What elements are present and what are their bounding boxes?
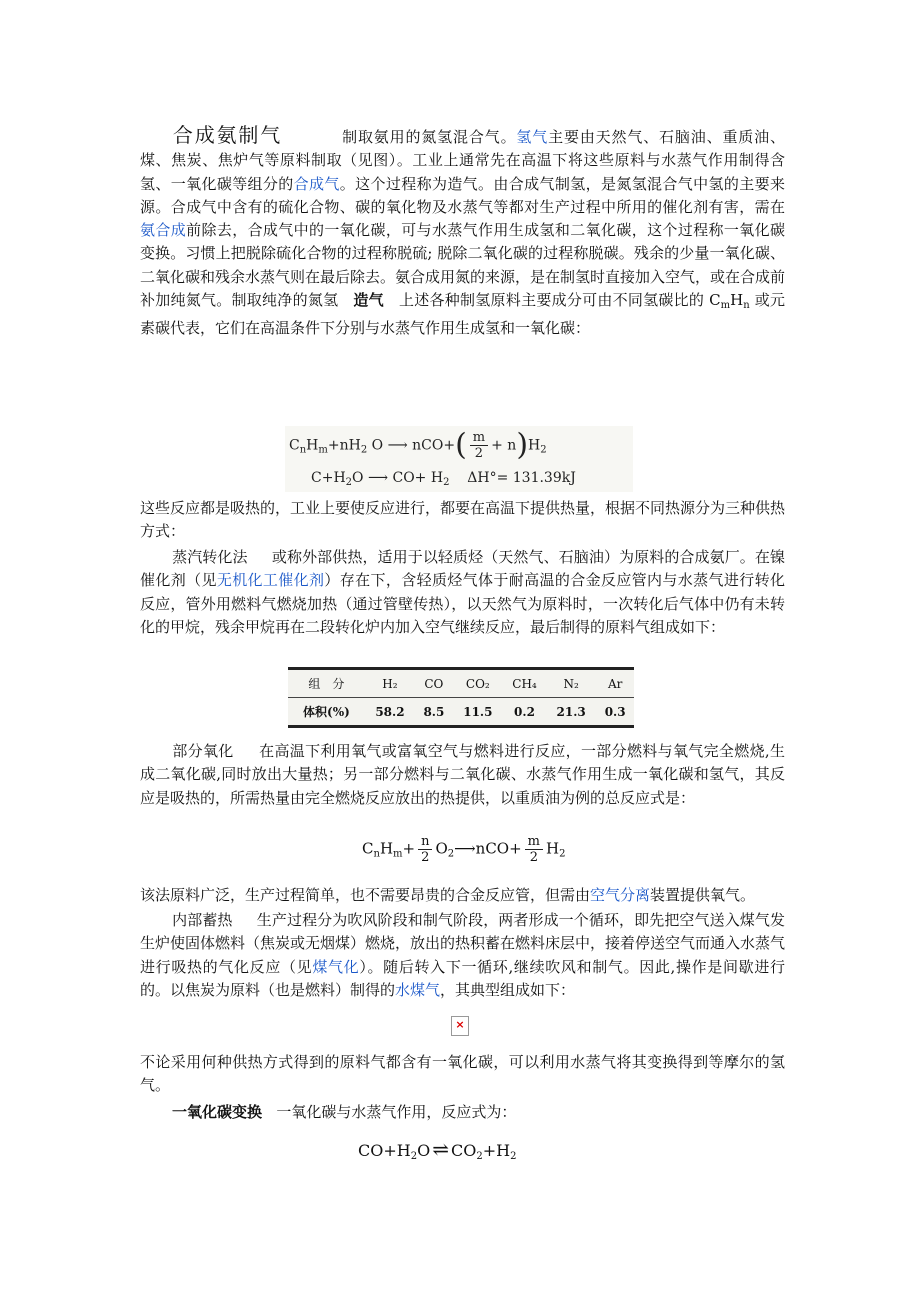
broken-image-icon: × xyxy=(451,1016,469,1036)
intro-text-4: 前除去，合成气中的一氧化碳，可与水蒸气作用生成氢和二氧化碳，这个过程称一氧化碳变换。习惯上把脱除硫化合物的过程称脱硫; 脱除二氧化碳的过程称脱碳。残余的少量一氧化碳、二氧化碳和残余水蒸气则在最后除去。氨合成用氮的来源，是在制氢时直接加入空气，或在合成前补加纯氮气。制取纯净的氮氢 xyxy=(140,221,786,310)
intro-paragraph xyxy=(140,124,785,341)
link-water-gas[interactable]: 水煤气 xyxy=(395,980,441,999)
steam-reforming-heading: 蒸汽转化法 xyxy=(172,548,248,566)
formula-sub-m: m xyxy=(720,300,731,312)
co-shift-paragraph xyxy=(140,1101,785,1124)
equation-partial-oxidation: $C_nH_m+$ $\frac{n}{2}$ $O_2⟶nCO+$ $\frac{m}{2}$ $H_2$ xyxy=(362,834,566,865)
table-header-cell: CO₂ xyxy=(453,669,503,698)
table-cell: 21.3 xyxy=(546,698,596,727)
steam-reforming-text-1: 或称外部供热，适用于以轻质烃（天然气、石脑油）为原料的合成氨厂。在镍催化剂（见 xyxy=(140,548,785,590)
table-cell: 体积(%) xyxy=(288,698,365,727)
link-coal-gasification[interactable]: 煤气化 xyxy=(312,957,360,976)
table-header-cell: Ar xyxy=(596,669,634,698)
note-text-1: 该法原料广泛，生产过程简单，也不需要昂贵的合金反应管，但需由 xyxy=(140,886,591,904)
link-inorganic-catalyst[interactable]: 无机化工催化剂 xyxy=(216,571,325,590)
partial-oxidation-heading: 部分氧化 xyxy=(172,742,234,760)
intro-text-1: 制取氨用的氮氢混合气。 xyxy=(342,128,517,146)
link-hydrogen[interactable]: 氢气 xyxy=(516,128,549,146)
table-cell: 8.5 xyxy=(415,698,453,727)
heat-supply-paragraph: 这些反应都是吸热的，工业上要使反应进行，都要在高温下提供热量，根据不同热源分为三种供热方式： xyxy=(140,499,786,541)
intro-text-7: 或元素碳代表，它们在高温条件下分别与水蒸气作用生成氢和一氧化碳： xyxy=(140,291,785,338)
note-text-2: 装置提供氧气。 xyxy=(650,886,756,904)
equation-image-reforming xyxy=(285,426,633,492)
steam-reforming-text-2: ）存在下，含轻质烃气体于耐高温的合金反应管内与水蒸气进行转化反应，管外用燃料气燃烧加热（通过管壁传热），以天然气为原料时，一次转化后气体中仍有未转化的甲烷，残余甲烷再在二段转化炉内加入空气继续反应，最后制得的原料气组成如下： xyxy=(140,571,785,636)
section-heading-gasification: 造气 xyxy=(353,291,384,310)
internal-heat-text-3: ，其典型组成如下： xyxy=(440,980,576,999)
table-header-cell: H₂ xyxy=(365,669,415,698)
internal-heat-text-2: ）。随后转入下一循环,继续吹风和制气。因此,操作是间歇进行的。以焦炭为原料（也是燃料）制得的 xyxy=(140,957,785,999)
table-cell: 11.5 xyxy=(453,698,503,727)
table-cell: 0.2 xyxy=(503,698,546,727)
table-header-cell: CH₄ xyxy=(503,669,546,698)
internal-heat-text-1: 生产过程分为吹风阶段和制气阶段，两者形成一个循环，即先把空气送入煤气发生炉使固体燃料（焦炭或无烟煤）燃烧，放出的热积蓄在燃料床层中，接着停送空气而通入水蒸气进行吸热的气化反应（见 xyxy=(140,911,786,976)
link-ammonia-synthesis[interactable]: 氨合成 xyxy=(140,221,187,240)
partial-oxidation-paragraph xyxy=(140,740,785,810)
table-header-cell: CO xyxy=(415,669,453,698)
table-cell: 0.3 xyxy=(596,698,634,727)
table-row xyxy=(288,698,634,727)
co-shift-heading: 一氧化碳变换 xyxy=(172,1103,263,1121)
intro-text-6: H xyxy=(730,291,744,310)
table-cell: 58.2 xyxy=(365,698,415,727)
internal-heat-storage-paragraph xyxy=(140,909,785,1002)
link-air-separation[interactable]: 空气分离 xyxy=(590,886,651,904)
link-syngas[interactable]: 合成气 xyxy=(293,174,340,193)
equation-row-1: $C_nH_m+nH_2$ O ⟶ nCO+( $\frac{m}{2}$ + $n)H_2$ xyxy=(289,427,547,463)
co-shift-text: 一氧化碳与水蒸气作用，反应式为： xyxy=(276,1103,517,1121)
page-title: 合成氨制气 xyxy=(172,123,283,147)
partial-oxidation-text: 在高温下利用氧气或富氧空气与燃料进行反应，一部分燃料与氧气完全燃烧,生成二氧化碳,同时放出大量热；另一部分燃料与二氧化碳、水蒸气作用生成一氧化碳和氢气，其反应是吸热的，所需热量由完全燃烧反应放出的热提供，以重质油为例的总反应式是： xyxy=(140,742,785,807)
table-header-cell: N₂ xyxy=(546,669,596,698)
partial-oxidation-note xyxy=(140,884,785,907)
formula-sub-n: n xyxy=(743,300,750,312)
equation-co-shift: $CO+H_2O$ ⇌ $CO_2+H_2$ xyxy=(358,1137,517,1162)
intro-text-2: 主要由天然气、石脑油、重质油、煤、焦炭、焦炉气等原料制取（见图）。工业上通常先在高温下将这些原料与水蒸气作用制得含氢、一氧化碳等组分的 xyxy=(140,128,785,193)
internal-heat-heading: 内部蓄热 xyxy=(172,911,233,929)
intro-text-5: 上述各种制氢原料主要成分可由不同氢碳比的 C xyxy=(399,291,721,310)
equation-row-2: $C+H_2O$ ⟶ $CO+ H_2$ ΔH°= 131.39kJ xyxy=(311,470,576,488)
conversion-summary-paragraph: 不论采用何种供热方式得到的原料气都含有一氧化碳，可以利用水蒸气将其变换得到等摩尔的氢气。 xyxy=(140,1053,785,1095)
composition-table xyxy=(288,667,634,728)
intro-text-3: 。这个过程称为造气。由合成气制氢，是氮氢混合气中氢的主要来源。合成气中含有的硫化合物、碳的氧化物及水蒸气等都对生产过程中所用的催化剂有害，需在 xyxy=(140,174,785,216)
table-header-cell: 组 分 xyxy=(288,669,365,698)
table-header-row xyxy=(288,669,634,698)
steam-reforming-paragraph xyxy=(140,546,785,639)
